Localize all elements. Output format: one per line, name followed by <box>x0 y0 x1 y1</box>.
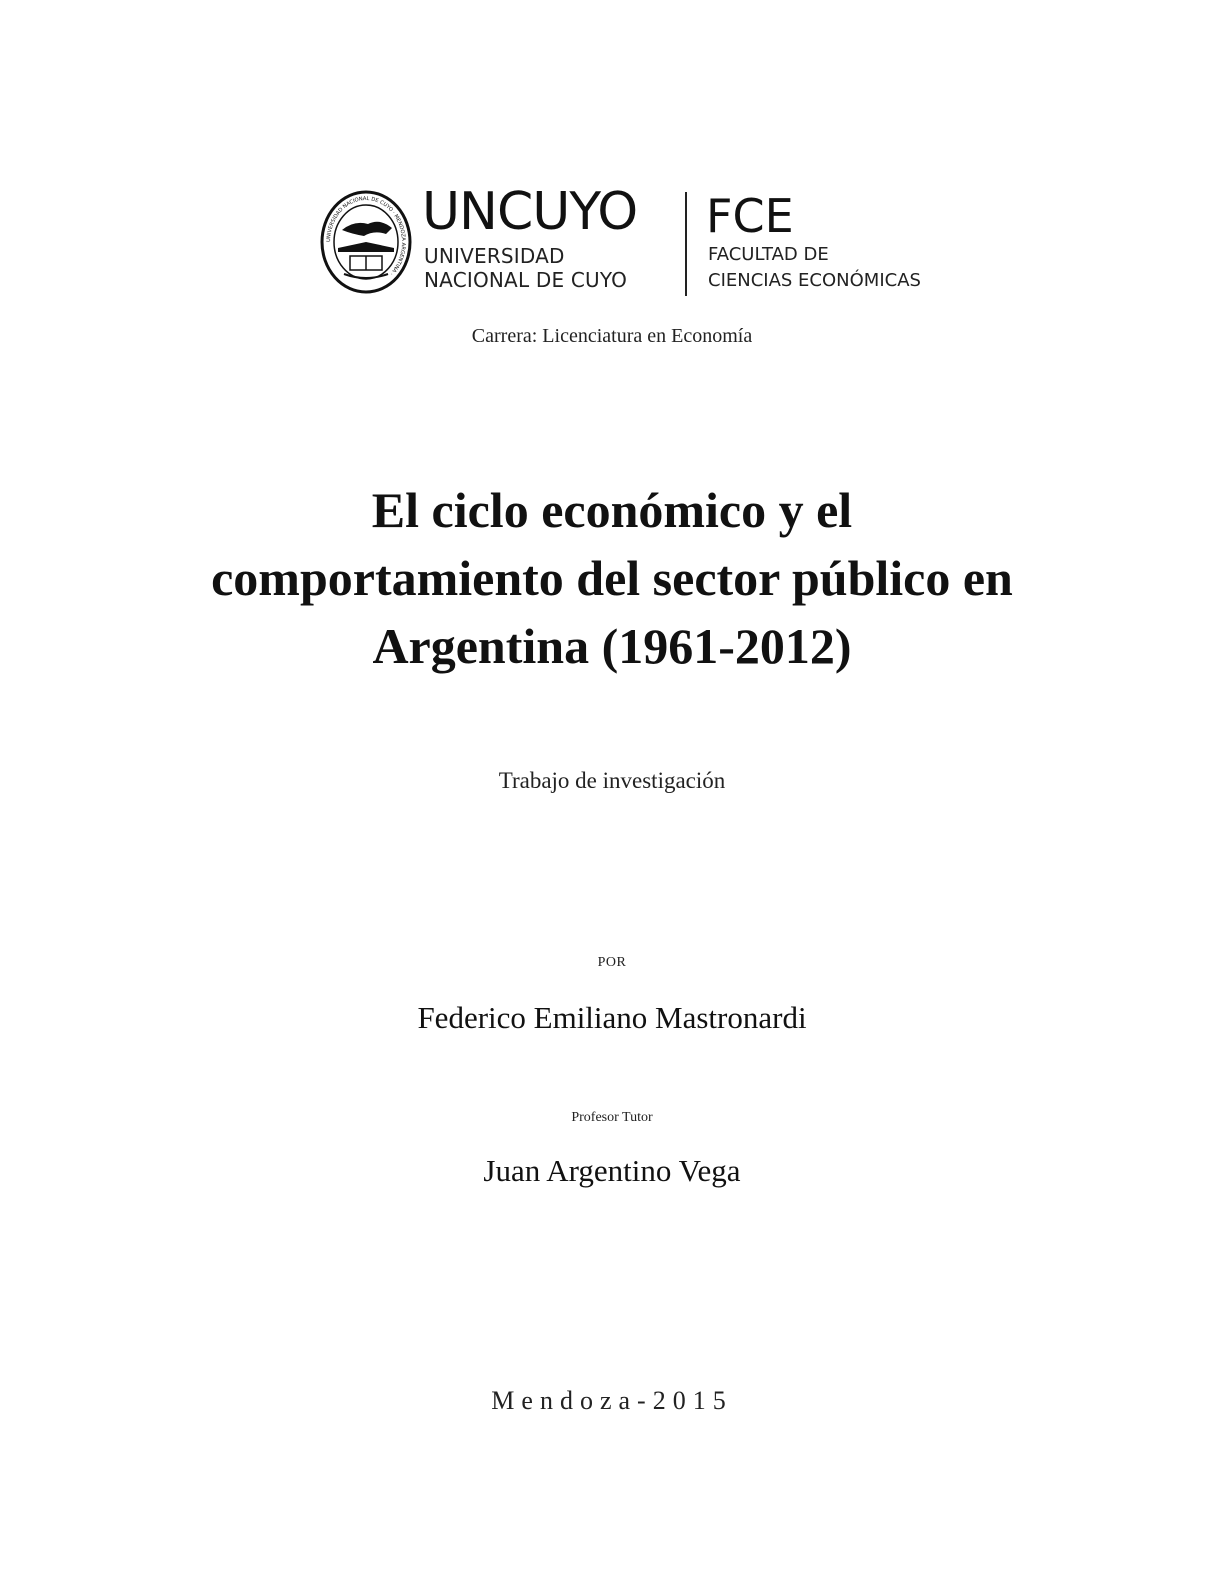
faculty-name-line2: CIENCIAS ECONÓMICAS <box>708 270 921 291</box>
tutor-name: Juan Argentino Vega <box>483 1153 741 1188</box>
logo-divider <box>685 192 687 296</box>
university-seal-icon <box>320 190 412 294</box>
title-line: comportamiento del sector público en <box>211 550 1013 606</box>
document-title <box>0 476 1224 680</box>
title-line: Argentina (1961-2012) <box>372 618 852 674</box>
faculty-short-name: FCE <box>706 189 794 243</box>
author-name: Federico Emiliano Mastronardi <box>417 1000 807 1035</box>
faculty-name-line1: FACULTAD DE <box>708 244 829 265</box>
university-short-name: UNCUYO <box>422 182 638 242</box>
document-type: Trabajo de investigación <box>498 768 726 793</box>
svg-text:UNIVERSIDAD NACIONAL DE CUYO ·: UNIVERSIDAD NACIONAL DE CUYO · MENDOZA ARGENTINA · <box>325 195 407 277</box>
university-name-line2: NACIONAL DE CUYO <box>424 268 628 292</box>
title-line: El ciclo económico y el <box>371 482 853 538</box>
tutor-label: Profesor Tutor <box>571 1110 653 1125</box>
career-label: Carrera: Licenciatura en Economía <box>471 325 753 347</box>
by-label: POR <box>597 955 627 970</box>
institution-logo <box>318 182 958 298</box>
university-name-line1: UNIVERSIDAD <box>424 244 565 268</box>
place-and-year: Mendoza-2015 <box>491 1386 733 1415</box>
